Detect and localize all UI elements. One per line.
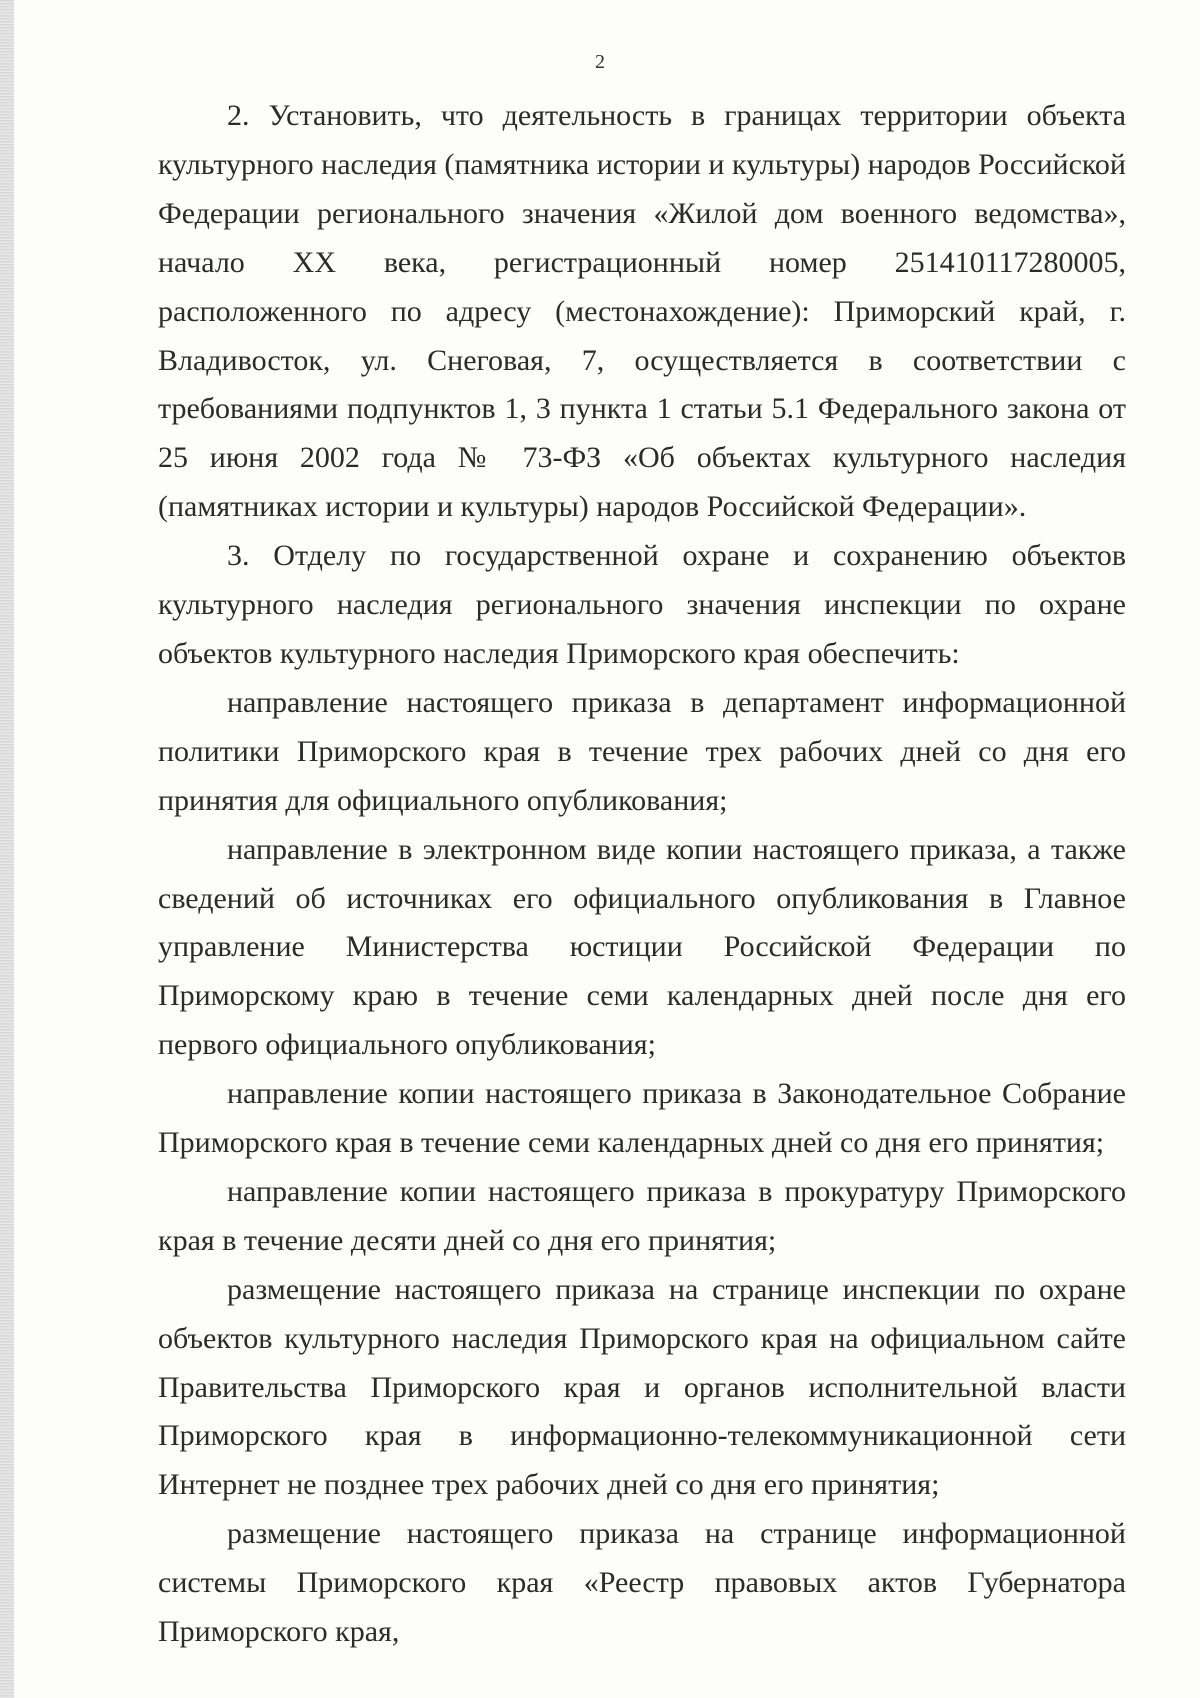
list-item-prosecutor-office: направление копии настоящего приказа в прокуратуру Приморского края в течение десяти дней со дня его принятия; [158, 1174, 1126, 1257]
list-item-inspection-website: размещение настоящего приказа на странице инспекции по охране объектов культурного наследия Приморского края на официальном сайте Правительства Приморского края и органов исполнительной власти Приморского края в информационно-телекоммуникационной сети Интернет не позднее трех рабочих дней со дня его принятия; [158, 1272, 1126, 1502]
paragraph-3-department-ensure: 3. Отделу по государственной охране и сохранению объектов культурного наследия регионального значения инспекции по охране объектов культурного наследия Приморского края обеспечить: [158, 539, 1126, 670]
list-item-legislative-assembly: направление копии настоящего приказа в Законодательное Собрание Приморского края в течение семи календарных дней со дня его принятия; [158, 1077, 1126, 1160]
list-item-legal-acts-registry: размещение настоящего приказа на странице информационной системы Приморского края «Реестр правовых актов Губернатора Приморского края, [158, 1517, 1126, 1649]
page-number: 2 [595, 51, 605, 73]
paragraph-2-established-activity: 2. Установить, что деятельность в границах территории объекта культурного наследия (памятника истории и культуры) народов Российской Федерации регионального значения «Жилой дом военного ведомства», начало XX века, регистрационный номер 251410117280005, расположенного по адресу (местонахождение): Приморский край, г. Владивосток, ул. Снеговая, 7, осуществляется в соответствии с требованиями подпунктов 1, 3 пункта 1 статьи 5.1 Федерального закона от 25 июня 2002 года № 73-ФЗ «Об объектах культурного наследия (памятниках истории и культуры) народов Российской Федерации». [158, 99, 1126, 524]
list-item-information-policy: направление настоящего приказа в департамент информационной политики Приморского края в течение трех рабочих дней со дня его принятия для официального опубликования; [158, 685, 1126, 817]
document-body [158, 92, 1126, 1657]
list-item-ministry-of-justice: направление в электронном виде копии настоящего приказа, а также сведений об источниках его официального опубликования в Главное управление Министерства юстиции Российской Федерации по Приморскому краю в течение семи календарных дней после дня его первого официального опубликования; [158, 832, 1126, 1062]
